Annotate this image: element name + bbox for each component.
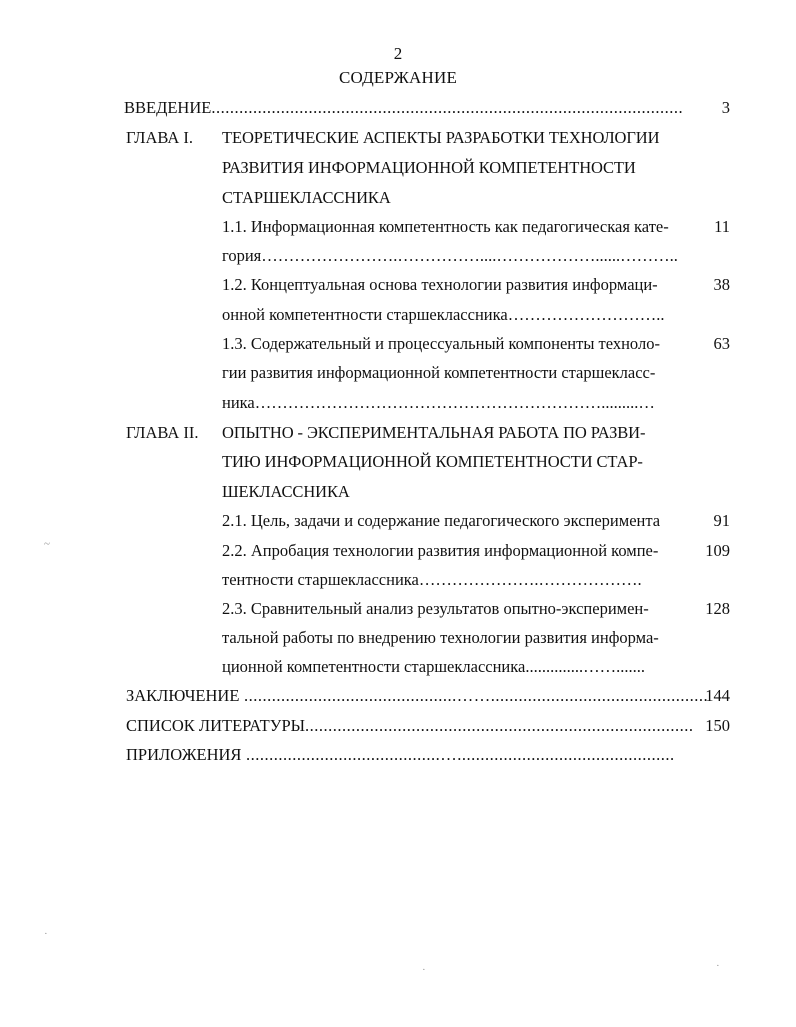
toc-entry-appendices[interactable] <box>126 745 675 765</box>
section-1-2-line[interactable]: 1.2. Концептуальная основа технологии развития информаци- <box>222 275 658 294</box>
section-2-3-line[interactable]: 2.3. Сравнительный анализ результатов опытно-эксперимен- <box>222 599 649 618</box>
toc-entry-label: ВВЕДЕНИЕ <box>124 98 212 117</box>
page-ref-1-1: 11 <box>714 217 730 236</box>
chapter-1-title-line[interactable]: СТАРШЕКЛАССНИКА <box>222 188 391 207</box>
page-ref-conclusion: 144 <box>705 686 730 705</box>
chapter-2-title-line[interactable]: ТИЮ ИНФОРМАЦИОННОЙ КОМПЕТЕНТНОСТИ СТАР- <box>222 452 643 471</box>
page-ref-bibliography: 150 <box>705 716 730 735</box>
chapter-1-label: ГЛАВА I. <box>126 128 194 147</box>
section-1-2-line[interactable]: онной компетентности старшеклассника……………………….. <box>222 305 665 324</box>
page-ref-1-3: 63 <box>713 334 730 353</box>
chapter-1-title-line[interactable]: ТЕОРЕТИЧЕСКИЕ АСПЕКТЫ РАЗРАБОТКИ ТЕХНОЛОГИИ <box>222 128 660 147</box>
section-1-1-line[interactable]: 1.1. Информационная компетентность как педагогическая кате- <box>222 217 669 236</box>
section-2-3-line[interactable]: ционной компетентности старшеклассника..............……....... <box>222 657 645 676</box>
toc-entry-label: СПИСОК ЛИТЕРАТУРЫ <box>126 716 306 735</box>
scan-speck: · <box>422 964 426 976</box>
page-number: 2 <box>393 44 403 63</box>
scan-speck: · <box>716 960 720 972</box>
toc-title: СОДЕРЖАНИЕ <box>338 68 458 87</box>
dot-leader: ..............................................……............................................... <box>239 686 709 705</box>
chapter-2-title-line[interactable]: ШЕКЛАССНИКА <box>222 482 350 501</box>
page-ref-2-3: 128 <box>705 599 730 618</box>
dot-leader: ..........................................…............................................... <box>241 745 675 764</box>
page-ref-intro: 3 <box>721 98 730 117</box>
section-1-1-line[interactable]: гория…………………….……………....………………......……….. <box>222 246 678 265</box>
toc-entry-intro[interactable] <box>124 98 683 118</box>
chapter-2-title-line[interactable]: ОПЫТНО - ЭКСПЕРИМЕНТАЛЬНАЯ РАБОТА ПО РАЗВИ- <box>222 423 646 442</box>
toc-entry-conclusion[interactable] <box>126 686 708 706</box>
section-2-1-line[interactable]: 2.1. Цель, задачи и содержание педагогического эксперимента <box>222 511 661 530</box>
toc-entry-bibliography[interactable] <box>126 716 694 736</box>
section-2-2-line[interactable]: 2.2. Апробация технологии развития информационной компе- <box>222 541 659 560</box>
section-1-3-line[interactable]: гии развития информационной компетентности старшекласс- <box>222 363 656 382</box>
chapter-1-title-line[interactable]: РАЗВИТИЯ ИНФОРМАЦИОННОЙ КОМПЕТЕНТНОСТИ <box>222 158 636 177</box>
page-ref-2-2: 109 <box>705 541 730 560</box>
page-ref-1-2: 38 <box>713 275 730 294</box>
dot-leader: .................................................................................... <box>305 716 694 735</box>
section-2-3-line[interactable]: тальной работы по внедрению технологии развития информа- <box>222 628 659 647</box>
scan-speck: · <box>44 928 48 940</box>
toc-entry-label: ПРИЛОЖЕНИЯ <box>126 745 242 764</box>
scan-speck: ~ <box>44 538 50 550</box>
section-1-3-line[interactable]: 1.3. Содержательный и процессуальный компоненты техноло- <box>222 334 660 353</box>
section-1-3-line[interactable]: ника……………………………………………………….........… <box>222 393 655 412</box>
page-ref-2-1: 91 <box>713 511 730 530</box>
toc-entry-label: ЗАКЛЮЧЕНИЕ <box>126 686 240 705</box>
chapter-2-label: ГЛАВА II. <box>126 423 199 442</box>
dot-leader: ...................................................................................................... <box>211 98 684 117</box>
section-2-2-line[interactable]: тентности старшеклассника………………….………………. <box>222 570 642 589</box>
